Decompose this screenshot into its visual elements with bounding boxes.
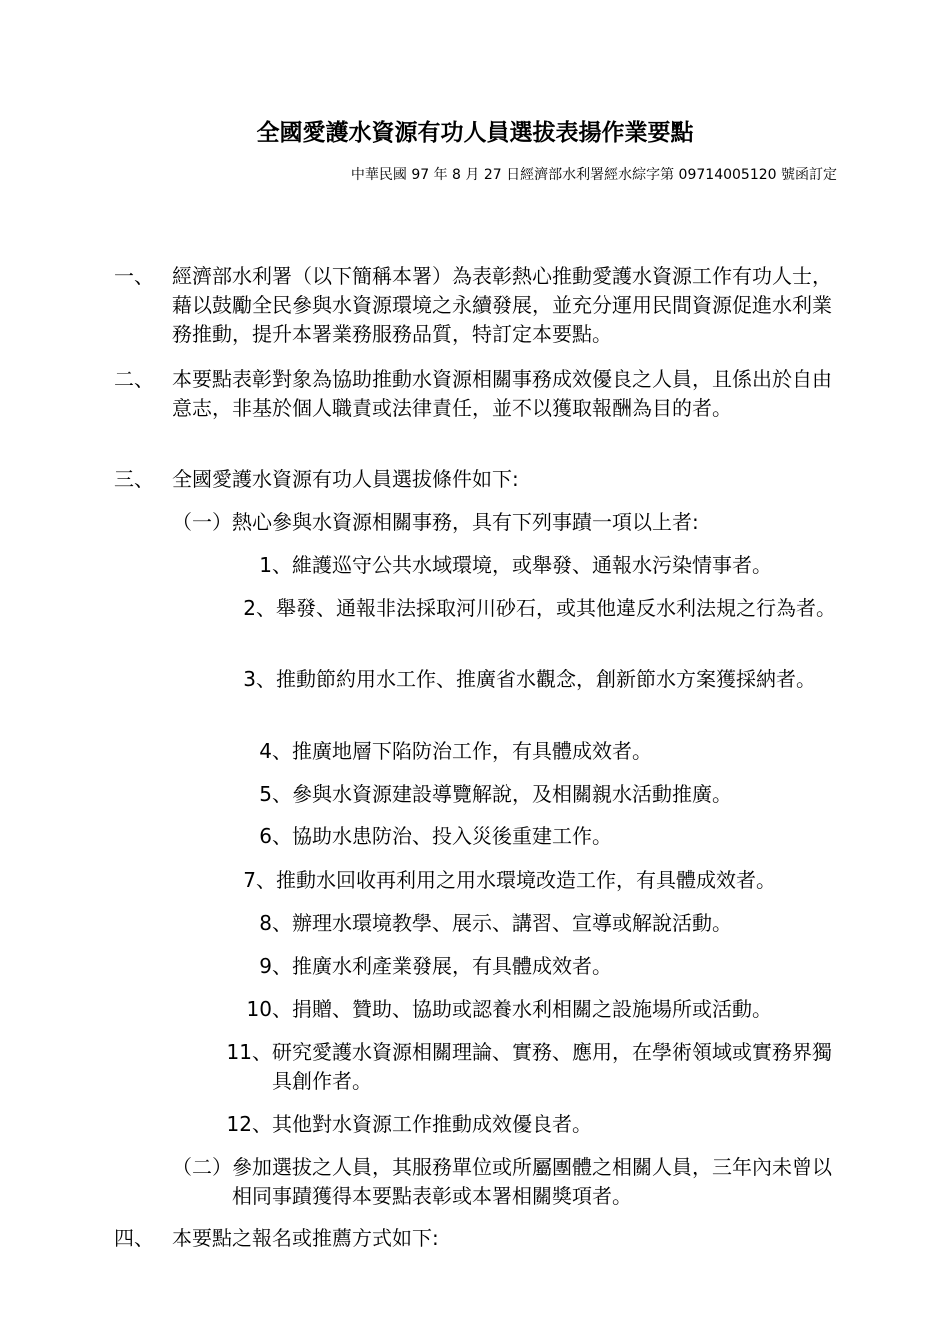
item-text: 推動水回收再利用之用水環境改造工作，有具體成效者。	[276, 868, 776, 892]
item-text: 其他對水資源工作推動成效優良者。	[272, 1112, 592, 1136]
item-text: 舉發、通報非法採取河川砂石，或其他違反水利法規之行為者。	[276, 596, 836, 620]
item-text: 推動節約用水工作、推廣省水觀念，創新節水方案獲採納者。	[276, 667, 816, 691]
list-item	[226, 1110, 838, 1139]
section-3	[114, 465, 840, 494]
list-item	[246, 995, 832, 1024]
list-item	[243, 594, 838, 623]
item-number: 5、	[259, 782, 292, 806]
item-text: 協助水患防治、投入災後重建工作。	[292, 824, 612, 848]
list-item	[259, 737, 832, 766]
list-item	[259, 909, 832, 938]
item-text: 維護巡守公共水域環境，或舉發、通報水污染情事者。	[292, 553, 772, 577]
section-4	[114, 1224, 840, 1253]
enactment-note: 中華民國 97 年 8 月 27 日經濟部水利署經水綜字第 09714005120 號函訂定	[350, 167, 837, 183]
list-item	[243, 665, 838, 694]
section-text: 本要點之報名或推薦方式如下:	[172, 1226, 439, 1250]
item-number: 7、	[243, 868, 276, 892]
subsection-marker: （二）	[172, 1155, 232, 1179]
item-text: 辦理水環境教學、展示、講習、宣導或解說活動。	[292, 911, 732, 935]
section-marker: 一、	[114, 264, 154, 288]
subsection-marker: （一）	[172, 510, 232, 534]
list-item	[259, 822, 832, 851]
list-item	[259, 780, 832, 809]
item-number: 4、	[259, 739, 292, 763]
item-number: 12、	[226, 1112, 272, 1136]
list-item	[259, 551, 832, 580]
item-text: 推廣水利產業發展，有具體成效者。	[292, 954, 612, 978]
list-item	[226, 1038, 838, 1096]
item-text: 推廣地層下陷防治工作，有具體成效者。	[292, 739, 652, 763]
document-title: 全國愛護水資源有功人員選拔表揚作業要點	[256, 119, 694, 146]
item-number: 3、	[243, 667, 276, 691]
item-text: 研究愛護水資源相關理論、實務、應用，在學術領域或實務界獨具創作者。	[272, 1040, 832, 1093]
section-1	[114, 262, 840, 349]
subsection-1	[172, 508, 840, 537]
subsection-text: 熱心參與水資源相關事務，具有下列事蹟一項以上者:	[232, 510, 699, 534]
list-item	[243, 866, 838, 895]
item-number: 2、	[243, 596, 276, 620]
subsection-text: 參加選拔之人員，其服務單位或所屬團體之相關人員，三年內未曾以相同事蹟獲得本要點表彰或本署相關獎項者。	[232, 1155, 832, 1208]
section-text: 全國愛護水資源有功人員選拔條件如下:	[172, 467, 519, 491]
list-item	[259, 952, 832, 981]
item-text: 捐贈、贊助、協助或認養水利相關之設施場所或活動。	[292, 997, 772, 1021]
section-marker: 二、	[114, 367, 154, 391]
item-text: 參與水資源建設導覽解說，及相關親水活動推廣。	[292, 782, 732, 806]
section-text: 經濟部水利署（以下簡稱本署）為表彰熱心推動愛護水資源工作有功人士，藉以鼓勵全民參與水資源環境之永續發展，並充分運用民間資源促進水利業務推動，提升本署業務服務品質，特訂定本要點。	[172, 264, 832, 346]
item-number: 6、	[259, 824, 292, 848]
section-2	[114, 365, 840, 423]
section-text: 本要點表彰對象為協助推動水資源相關事務成效優良之人員，且係出於自由意志，非基於個人職責或法律責任，並不以獲取報酬為目的者。	[172, 367, 832, 420]
item-number: 9、	[259, 954, 292, 978]
item-number: 1、	[259, 553, 292, 577]
section-marker: 四、	[114, 1226, 154, 1250]
section-marker: 三、	[114, 467, 154, 491]
item-number: 10、	[246, 997, 292, 1021]
item-number: 8、	[259, 911, 292, 935]
item-number: 11、	[226, 1040, 272, 1064]
subsection-2	[172, 1153, 840, 1211]
